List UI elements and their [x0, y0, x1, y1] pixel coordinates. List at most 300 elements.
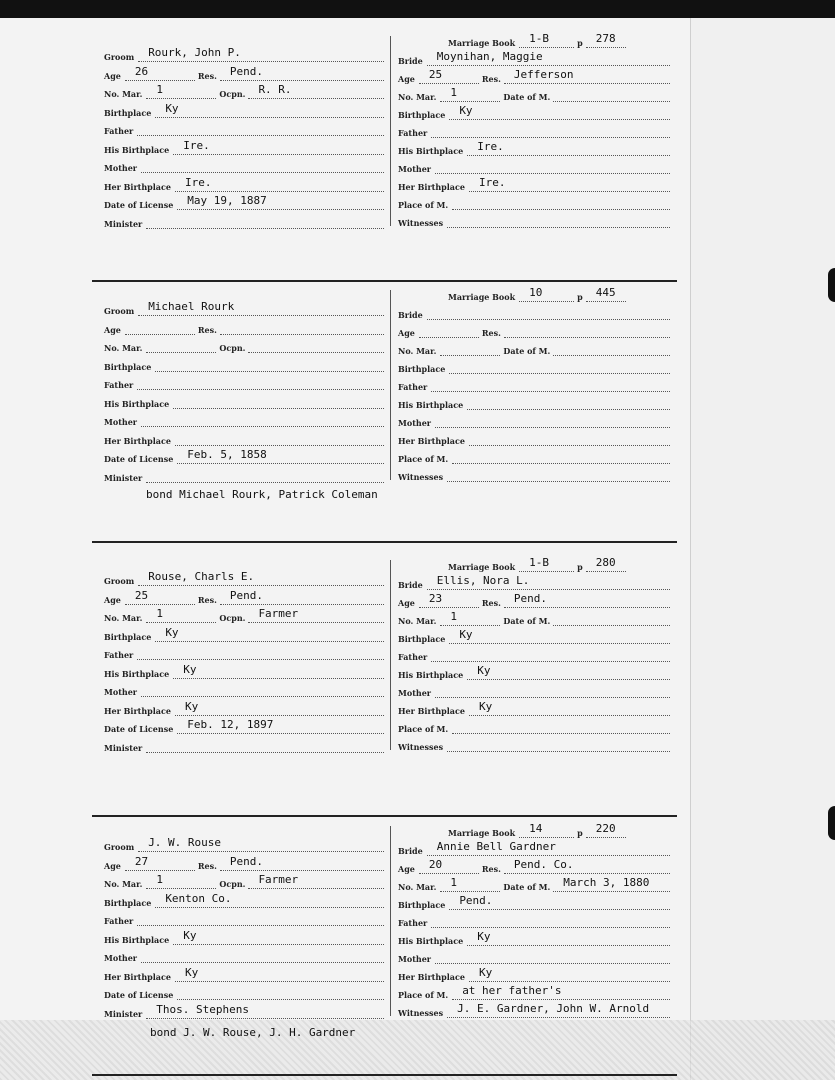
- bride-field-row: [398, 48, 670, 66]
- field-line: [586, 32, 626, 48]
- field-line: [504, 592, 670, 608]
- field-label-p: p: [577, 562, 583, 572]
- groom-field-row: [104, 698, 384, 716]
- bride-field-row: [398, 928, 670, 946]
- field-label-father: Father: [398, 918, 428, 928]
- field-line: [452, 448, 670, 464]
- field-line: [431, 376, 670, 392]
- field-line: [125, 855, 195, 871]
- field-line: [447, 736, 670, 752]
- field-line: [419, 322, 479, 338]
- groom-her-birthplace-value: Ky: [184, 965, 199, 979]
- bride-his-birthplace-value: Ky: [477, 930, 491, 943]
- column-divider: [390, 560, 391, 750]
- field-label-groom: Groom: [104, 52, 135, 62]
- field-label-father: Father: [104, 126, 134, 136]
- field-line: [173, 929, 384, 945]
- field-line: [146, 737, 384, 753]
- field-label-his-birthplace: His Birthplace: [398, 146, 464, 156]
- column-divider: [390, 290, 391, 480]
- field-label-place-of-m: Place of M.: [398, 200, 449, 210]
- field-line: [137, 120, 384, 136]
- field-line: [449, 358, 670, 374]
- field-label-father: Father: [398, 652, 428, 662]
- marriage-book-value: 14: [529, 822, 543, 835]
- field-label-his-birthplace: His Birthplace: [398, 936, 464, 946]
- groom-groom-value: Michael Rourk: [148, 300, 235, 313]
- field-label-place-of-m: Place of M.: [398, 454, 449, 464]
- bride-his-birthplace-value: Ky: [477, 664, 491, 677]
- field-label-no-mar: No. Mar.: [398, 882, 437, 892]
- field-label-p: p: [577, 292, 583, 302]
- field-line: [469, 700, 670, 716]
- marriage-book-page-value: 445: [595, 286, 616, 299]
- bride-field-row: [398, 120, 670, 138]
- field-line: [435, 412, 670, 428]
- groom-field-row: [104, 834, 384, 852]
- field-label-father: Father: [398, 382, 428, 392]
- groom-field-row: [104, 908, 384, 926]
- field-label-bride: Bride: [398, 310, 423, 320]
- field-label-place-of-m: Place of M.: [398, 990, 449, 1000]
- field-line: [553, 86, 670, 102]
- field-line: [146, 873, 216, 889]
- groom-field-row: [104, 409, 384, 427]
- field-line: [467, 140, 670, 156]
- field-line: [137, 910, 384, 926]
- field-line: [146, 467, 384, 483]
- groom-birthplace-value: Kenton Co.: [165, 891, 232, 905]
- bride-field-row: [398, 84, 670, 102]
- field-label-mother: Mother: [398, 688, 432, 698]
- field-label-date-of-m: Date of M.: [503, 616, 551, 626]
- groom-field-row: [104, 211, 384, 229]
- field-line: [440, 610, 500, 626]
- bride-her-birthplace-value: Ky: [478, 966, 493, 979]
- field-label-witnesses: Witnesses: [398, 1008, 444, 1018]
- field-label-no-mar: No. Mar.: [104, 613, 143, 623]
- field-line: [449, 628, 670, 644]
- field-line: [435, 682, 670, 698]
- bride-his-birthplace-value: Ire.: [477, 140, 504, 153]
- field-label-birthplace: Birthplace: [104, 631, 152, 642]
- field-line: [553, 610, 670, 626]
- groom-no-mar-value: 1: [156, 607, 164, 620]
- field-label-birthplace: Birthplace: [104, 897, 152, 908]
- bride-age-value: 23: [428, 592, 443, 605]
- field-line: [431, 122, 670, 138]
- field-label-his-birthplace: His Birthplace: [104, 934, 170, 945]
- field-label-birthplace: Birthplace: [398, 634, 446, 644]
- field-label-minister: Minister: [104, 1008, 143, 1019]
- section-divider: [92, 1074, 677, 1076]
- field-label-age: Age: [398, 598, 415, 608]
- field-line: [173, 393, 384, 409]
- bride-bride-value: Moynihan, Maggie: [436, 50, 543, 63]
- field-line: [137, 374, 384, 390]
- groom-field-row: [104, 871, 384, 889]
- field-line: [141, 947, 384, 963]
- bride-field-row: [398, 284, 720, 302]
- field-line: [146, 213, 384, 229]
- field-label-place-of-m: Place of M.: [398, 724, 449, 734]
- field-line: [469, 966, 670, 982]
- column-divider: [390, 826, 391, 1016]
- groom-groom-value: J. W. Rouse: [148, 836, 222, 849]
- field-line: [175, 700, 384, 716]
- bride-bride-value: Annie Bell Gardner: [436, 840, 556, 853]
- field-line: [553, 876, 670, 892]
- groom-field-row: [104, 716, 384, 734]
- groom-field-row: [104, 661, 384, 679]
- field-label-ocpn: Ocpn.: [219, 89, 246, 99]
- bride-field-row: [398, 856, 670, 874]
- bride-field-row: [398, 734, 670, 752]
- bride-field-row: [398, 1000, 670, 1018]
- groom-res-value: Pend.: [229, 854, 264, 868]
- field-line: [449, 894, 670, 910]
- field-line: [435, 948, 670, 964]
- field-label-marriage-book: Marriage Book: [448, 828, 516, 838]
- field-label-res: Res.: [481, 74, 501, 84]
- bride-date-of-m-value: March 3, 1880: [563, 876, 650, 889]
- groom-res-value: Pend.: [229, 588, 264, 602]
- field-label-date-of-license: Date of License: [104, 454, 174, 464]
- bride-field-row: [398, 680, 670, 698]
- field-label-age: Age: [104, 70, 121, 81]
- field-label-no-mar: No. Mar.: [398, 92, 437, 102]
- groom-his-birthplace-value: Ky: [183, 662, 197, 676]
- field-line: [220, 319, 384, 335]
- bride-field-row: [398, 554, 720, 572]
- field-label-his-birthplace: His Birthplace: [104, 668, 170, 679]
- marriage-record-card: [92, 32, 677, 229]
- groom-age-value: 26: [134, 64, 149, 78]
- bride-field-row: [398, 320, 670, 338]
- field-line: [586, 556, 626, 572]
- field-label-bride: Bride: [398, 580, 423, 590]
- field-line: [431, 912, 670, 928]
- field-line: [173, 139, 384, 155]
- bond-note: bond Michael Rourk, Patrick Coleman: [146, 488, 378, 501]
- groom-her-birthplace-value: Ky: [184, 699, 199, 713]
- groom-his-birthplace-value: Ire.: [183, 138, 210, 152]
- edge-mark: [828, 268, 835, 302]
- field-label-age: Age: [398, 864, 415, 874]
- groom-field-row: [104, 964, 384, 982]
- field-label-marriage-book: Marriage Book: [448, 292, 516, 302]
- marriage-book-page-value: 280: [595, 556, 616, 569]
- edge-mark: [828, 806, 835, 840]
- field-label-res: Res.: [197, 70, 217, 81]
- marriage-book-page-value: 220: [595, 822, 616, 835]
- field-label-minister: Minister: [104, 472, 143, 483]
- field-line: [146, 337, 216, 353]
- bride-field-row: [398, 102, 670, 120]
- field-line: [220, 65, 384, 81]
- bond-note: bond J. W. Rouse, J. H. Gardner: [150, 1026, 356, 1039]
- field-line: [155, 102, 384, 118]
- field-label-groom: Groom: [104, 576, 135, 586]
- field-label-her-birthplace: Her Birthplace: [398, 706, 465, 716]
- groom-field-row: [104, 945, 384, 963]
- field-line: [467, 664, 670, 680]
- bride-field-row: [398, 156, 670, 174]
- field-label-her-birthplace: Her Birthplace: [398, 182, 465, 192]
- field-line: [138, 570, 384, 586]
- groom-ocpn-value: Farmer: [258, 873, 299, 886]
- field-line: [177, 984, 384, 1000]
- field-label-mother: Mother: [398, 164, 432, 174]
- field-line: [431, 646, 670, 662]
- field-label-his-birthplace: His Birthplace: [104, 398, 170, 409]
- field-line: [504, 322, 670, 338]
- bride-field-row: [398, 374, 670, 392]
- bride-field-row: [398, 66, 670, 84]
- field-line: [125, 589, 195, 605]
- field-line: [141, 681, 384, 697]
- field-label-mother: Mother: [104, 687, 138, 697]
- field-label-date-of-license: Date of License: [104, 990, 174, 1000]
- groom-field-row: [104, 192, 384, 210]
- field-label-res: Res.: [481, 328, 501, 338]
- field-label-mother: Mother: [104, 953, 138, 963]
- field-line: [469, 430, 670, 446]
- groom-ocpn-value: R. R.: [258, 83, 292, 96]
- bride-field-row: [398, 446, 670, 464]
- groom-field-row: [104, 298, 384, 316]
- bride-field-row: [398, 464, 670, 482]
- bride-field-row: [398, 356, 670, 374]
- field-line: [173, 663, 384, 679]
- field-label-his-birthplace: His Birthplace: [104, 144, 170, 155]
- bride-field-row: [398, 626, 670, 644]
- field-label-his-birthplace: His Birthplace: [398, 400, 464, 410]
- field-label-father: Father: [104, 916, 134, 926]
- field-label-birthplace: Birthplace: [398, 900, 446, 910]
- field-line: [175, 966, 384, 982]
- field-line: [452, 194, 670, 210]
- marriage-book-page-value: 278: [595, 32, 616, 45]
- field-label-age: Age: [104, 594, 121, 605]
- section-divider: [92, 541, 677, 543]
- field-line: [452, 718, 670, 734]
- scan-top-border: [0, 0, 835, 18]
- field-label-bride: Bride: [398, 846, 423, 856]
- groom-field-row: [104, 335, 384, 353]
- field-line: [177, 718, 384, 734]
- field-label-ocpn: Ocpn.: [219, 613, 246, 623]
- field-label-birthplace: Birthplace: [104, 107, 152, 118]
- bride-field-row: [398, 302, 670, 320]
- bride-field-row: [398, 716, 670, 734]
- bride-field-row: [398, 590, 670, 608]
- groom-field-row: [104, 137, 384, 155]
- field-line: [138, 46, 384, 62]
- marriage-record-card: [92, 286, 677, 501]
- bride-field-row: [398, 820, 720, 838]
- field-label-her-birthplace: Her Birthplace: [104, 971, 171, 982]
- bride-field-row: [398, 174, 670, 192]
- bride-field-row: [398, 192, 670, 210]
- groom-her-birthplace-value: Ire.: [184, 175, 212, 189]
- field-label-birthplace: Birthplace: [104, 361, 152, 372]
- bride-her-birthplace-value: Ky: [478, 700, 493, 713]
- field-line: [146, 607, 216, 623]
- bride-field-row: [398, 662, 670, 680]
- field-line: [586, 822, 626, 838]
- field-line: [248, 83, 384, 99]
- bride-field-row: [398, 608, 670, 626]
- groom-date-of-license-value: May 19, 1887: [187, 194, 267, 207]
- groom-field-row: [104, 81, 384, 99]
- field-label-no-mar: No. Mar.: [104, 89, 143, 99]
- groom-field-row: [104, 63, 384, 81]
- field-line: [137, 644, 384, 660]
- groom-groom-value: Rouse, Charls E.: [148, 570, 255, 583]
- field-line: [440, 340, 500, 356]
- groom-minister-value: Thos. Stephens: [156, 1002, 249, 1016]
- bride-age-value: 20: [428, 858, 443, 871]
- groom-birthplace-value: Ky: [165, 101, 179, 115]
- field-line: [452, 984, 670, 1000]
- groom-field-row: [104, 100, 384, 118]
- field-line: [447, 1002, 670, 1018]
- field-line: [519, 556, 574, 572]
- bride-field-row: [398, 892, 670, 910]
- field-label-no-mar: No. Mar.: [104, 879, 143, 889]
- field-line: [146, 83, 216, 99]
- groom-field-row: [104, 982, 384, 1000]
- groom-his-birthplace-value: Ky: [183, 928, 197, 942]
- field-label-minister: Minister: [104, 218, 143, 229]
- groom-field-row: [104, 853, 384, 871]
- groom-ocpn-value: Farmer: [258, 607, 299, 620]
- field-label-groom: Groom: [104, 842, 135, 852]
- groom-field-row: [104, 155, 384, 173]
- field-label-mother: Mother: [398, 418, 432, 428]
- bride-field-row: [398, 698, 670, 716]
- groom-field-row: [104, 446, 384, 464]
- bride-field-row: [398, 30, 720, 48]
- marriage-record-card: [92, 822, 677, 1039]
- field-label-marriage-book: Marriage Book: [448, 38, 516, 48]
- bride-field-row: [398, 392, 670, 410]
- field-label-age: Age: [398, 74, 415, 84]
- section-divider: [92, 280, 677, 282]
- field-label-her-birthplace: Her Birthplace: [104, 435, 171, 446]
- field-label-res: Res.: [481, 864, 501, 874]
- field-label-mother: Mother: [104, 163, 138, 173]
- bride-field-row: [398, 964, 670, 982]
- groom-field-row: [104, 317, 384, 335]
- bride-res-value: Jefferson: [513, 68, 574, 81]
- field-line: [553, 340, 670, 356]
- groom-field-row: [104, 174, 384, 192]
- bride-age-value: 25: [428, 68, 443, 81]
- bride-res-value: Pend. Co.: [513, 858, 574, 871]
- bride-bride-value: Ellis, Nora L.: [436, 574, 530, 587]
- field-label-birthplace: Birthplace: [398, 110, 446, 120]
- field-label-father: Father: [104, 650, 134, 660]
- groom-field-row: [104, 568, 384, 586]
- field-line: [519, 32, 574, 48]
- groom-no-mar-value: 1: [156, 873, 164, 886]
- field-line: [177, 194, 384, 210]
- field-label-witnesses: Witnesses: [398, 218, 444, 228]
- field-line: [155, 892, 384, 908]
- field-label-no-mar: No. Mar.: [104, 343, 143, 353]
- adjacent-page-strip: [690, 18, 835, 1080]
- marriage-book-value: 10: [529, 286, 543, 299]
- groom-field-row: [104, 391, 384, 409]
- bride-field-row: [398, 572, 670, 590]
- field-label-ocpn: Ocpn.: [219, 343, 246, 353]
- field-label-date-of-license: Date of License: [104, 724, 174, 734]
- field-line: [175, 430, 384, 446]
- bride-witnesses-value: J. E. Gardner, John W. Arnold: [457, 1002, 650, 1015]
- groom-field-row: [104, 927, 384, 945]
- marriage-record-card: [92, 556, 677, 753]
- groom-field-row: [104, 428, 384, 446]
- bride-field-row: [398, 410, 670, 428]
- bride-field-row: [398, 874, 670, 892]
- field-line: [440, 86, 500, 102]
- groom-field-row: [104, 118, 384, 136]
- field-line: [469, 176, 670, 192]
- field-line: [177, 448, 384, 464]
- field-label-marriage-book: Marriage Book: [448, 562, 516, 572]
- bride-field-row: [398, 428, 670, 446]
- field-line: [440, 876, 500, 892]
- bride-birthplace-value: Ky: [459, 104, 473, 117]
- groom-field-row: [104, 624, 384, 642]
- field-label-res: Res.: [197, 594, 217, 605]
- field-line: [138, 300, 384, 316]
- field-label-res: Res.: [197, 860, 217, 871]
- bride-no-mar-value: 1: [450, 876, 458, 889]
- bride-field-row: [398, 910, 670, 928]
- groom-field-row: [104, 679, 384, 697]
- field-label-age: Age: [104, 324, 121, 335]
- bride-her-birthplace-value: Ire.: [478, 176, 506, 189]
- groom-field-row: [104, 587, 384, 605]
- field-label-p: p: [577, 828, 583, 838]
- field-line: [427, 574, 670, 590]
- field-label-father: Father: [398, 128, 428, 138]
- field-label-minister: Minister: [104, 742, 143, 753]
- field-label-no-mar: No. Mar.: [398, 346, 437, 356]
- groom-groom-value: Rourk, John P.: [148, 46, 241, 59]
- field-label-bride: Bride: [398, 56, 423, 66]
- field-label-mother: Mother: [398, 954, 432, 964]
- field-line: [504, 68, 670, 84]
- field-label-age: Age: [398, 328, 415, 338]
- bride-field-row: [398, 838, 670, 856]
- groom-age-value: 25: [134, 588, 149, 602]
- groom-field-row: [104, 44, 384, 62]
- field-line: [419, 68, 479, 84]
- field-line: [447, 212, 670, 228]
- field-label-no-mar: No. Mar.: [398, 616, 437, 626]
- field-line: [467, 394, 670, 410]
- field-label-groom: Groom: [104, 306, 135, 316]
- field-line: [141, 157, 384, 173]
- field-label-p: p: [577, 38, 583, 48]
- groom-date-of-license-value: Feb. 5, 1858: [187, 448, 267, 461]
- bride-field-row: [398, 644, 670, 662]
- field-label-res: Res.: [197, 324, 217, 335]
